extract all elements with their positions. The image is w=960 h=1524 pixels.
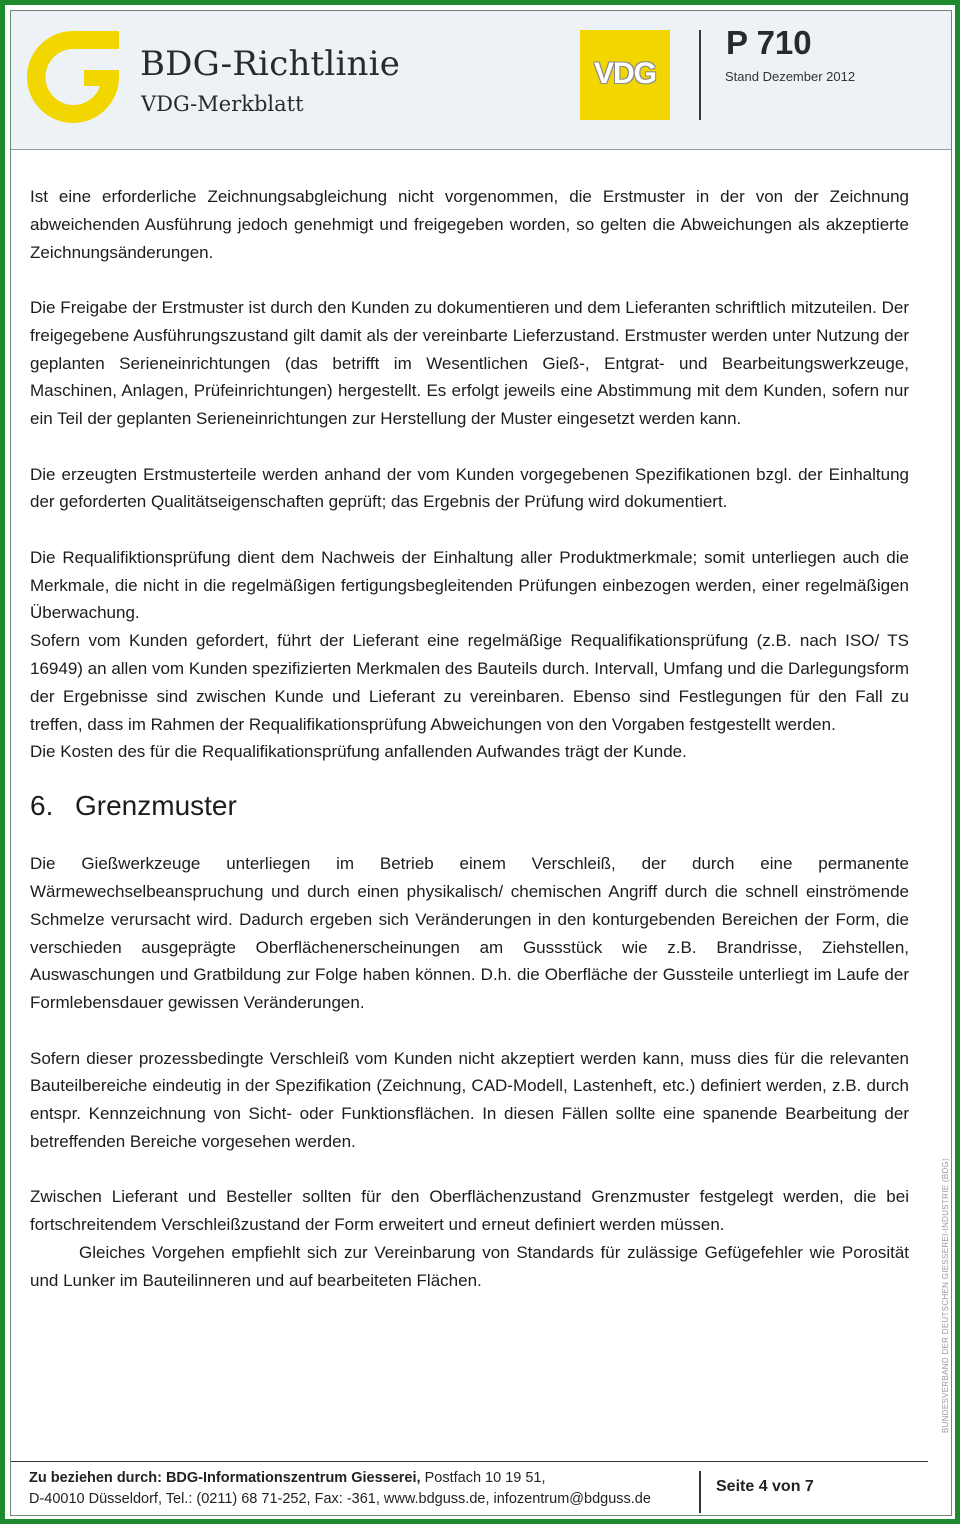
vdg-logo [580,30,670,120]
paragraph: Die Freigabe der Erstmuster ist durch den Kunden zu dokumentieren und dem Lieferanten schriftlich mitzuteilen. Der freigegebene Ausführungszustand gilt damit als der vereinbarte Lieferzustand. Erstmuster werden unter Nutzung der geplanten Serieneinrichtungen (das betrifft im Wesentlichen Gieß-, Entgrat- und Bearbeitungswerkzeuge, Maschinen, Anlagen, Prüfeinrichtungen) hergestellt. Es erfolgt jeweils eine Abstimmung mit dem Kunden, sofern nur ein Teil der geplanten Serieneinrichtungen zur Herstellung der Muster eingesetzt werden kann. [30,297,909,429]
paragraph: Sofern dieser prozessbedingte Verschleiß vom Kunden nicht akzeptiert werden kann, muss dies für die relevanten Bauteilbereiche eindeutig in der Spezifikation (Zeichnung, CAD-Modell, Lastenheft, etc.) definiert werden, z.B. durch entspr. Kennzeichnung von Sicht- oder Funktionsflächen. In diesen Fällen sollte eine spanende Bearbeitung der betreffenden Bereiche vorgesehen werden. [30,1048,909,1151]
document-date: Stand Dezember 2012 [725,69,856,84]
document-body [30,183,909,1322]
paragraph: Die erzeugten Erstmusterteile werden anhand der vom Kunden vorgegebenen Spezifikationen bzgl. der Einhaltung der geforderten Qualitätseigenschaften geprüft; das Ergebnis der Prüfung wird dokumentiert. [30,464,909,512]
section-title: Grenzmuster [75,790,237,822]
footer-contact: D-40010 Düsseldorf, Tel.: (0211) 68 71-252, Fax: -361, www.bdguss.de, infozentrum@bdguss.de [29,1490,651,1507]
vdg-logo-text: VDG [593,57,656,90]
paragraph: Sofern vom Kunden gefordert, führt der Lieferant eine regelmäßige Requalifikationsprüfung (z.B. nach ISO/ TS 16949) an allen vom Kunden spezifizierten Merkmalen des Bauteils durch. Intervall, Umfang und die Darlegungsform der Ergebnisse sind zwischen Kunde und Lieferant zu vereinbaren. Ebenso sind Festlegungen für den Fall zu treffen, dass im Rahmen der Requalifikationsprüfung Abweichungen von den Vorgaben festgestellt werden. [30,631,909,734]
paragraph: Gleiches Vorgehen empfiehlt sich zur Vereinbarung von Standards für zulässige Gefügefehler wie Porosität und Lunker im Bauteilinneren und auf bearbeiteten Flächen. [30,1242,909,1290]
document-header [11,11,951,150]
footer-address [29,1468,651,1509]
publisher-vertical-text: BUNDESVERBAND DER DEUTSCHEN GIESSEREI-INDUSTRIE (BDG) [941,1157,950,1433]
paragraph: Die Kosten des für die Requalifikationsprüfung anfallenden Aufwandes trägt der Kunde. [30,742,687,762]
document-number: P 710 [726,24,812,61]
footer-postbox: Postfach 10 19 51, [420,1470,546,1486]
paragraph: Die Gießwerkzeuge unterliegen im Betrieb einem Verschleiß, der durch eine permanente Wärmewechselbeanspruchung und durch einen physikalisch/ chemischen Angriff durch die schnell einströmende Schmelze verursacht wird. Dadurch ergeben sich Veränderungen in den konturgebenden Bereichen der Form, die verschieden ausgeprägte Oberflächenerscheinungen am Gussstück wie z.B. Brandrisse, Ziehstellen, Auswaschungen und Gratbildung zur Folge haben können. D.h. die Oberfläche der Gussteile unterliegt im Laufe der Formlebensdauer gewissen Veränderungen. [30,854,909,1013]
footer-label: Zu beziehen durch: BDG-Informationszentrum Giesserei, [29,1470,421,1486]
paragraph: Die Requalifiktionsprüfung dient dem Nachweis der Einhaltung aller Produktmerkmale; somit unterliegen auch die Merkmale, die nicht in die regelmäßigen fertigungsbegleitenden Prüfungen einbezogen werden, einer regelmäßigen Überwachung. [30,547,909,623]
document-title: BDG-Richtlinie [140,44,401,84]
footer-rule [11,1461,928,1462]
page-number: Seite 4 von 7 [716,1478,814,1495]
footer-divider [699,1471,701,1513]
paragraph: Zwischen Lieferant und Besteller sollten für den Oberflächenzustand Grenzmuster festgelegt werden, die bei fortschreitendem Verschleißzustand der Form erweitert und erneut definiert werden müssen. [30,1187,909,1235]
bdg-logo-icon [26,30,120,124]
section-number: 6. [30,790,54,822]
paragraph: Ist eine erforderliche Zeichnungsabgleichung nicht vorgenommen, die Erstmuster in der von der Zeichnung abweichenden Ausführung jedoch genehmigt und freigegeben worden, so gelten die Abweichungen als akzeptierte Zeichnungsänderungen. [30,187,909,262]
section-heading [30,784,909,828]
header-divider [699,30,701,120]
document-subtitle: VDG-Merkblatt [141,92,304,116]
